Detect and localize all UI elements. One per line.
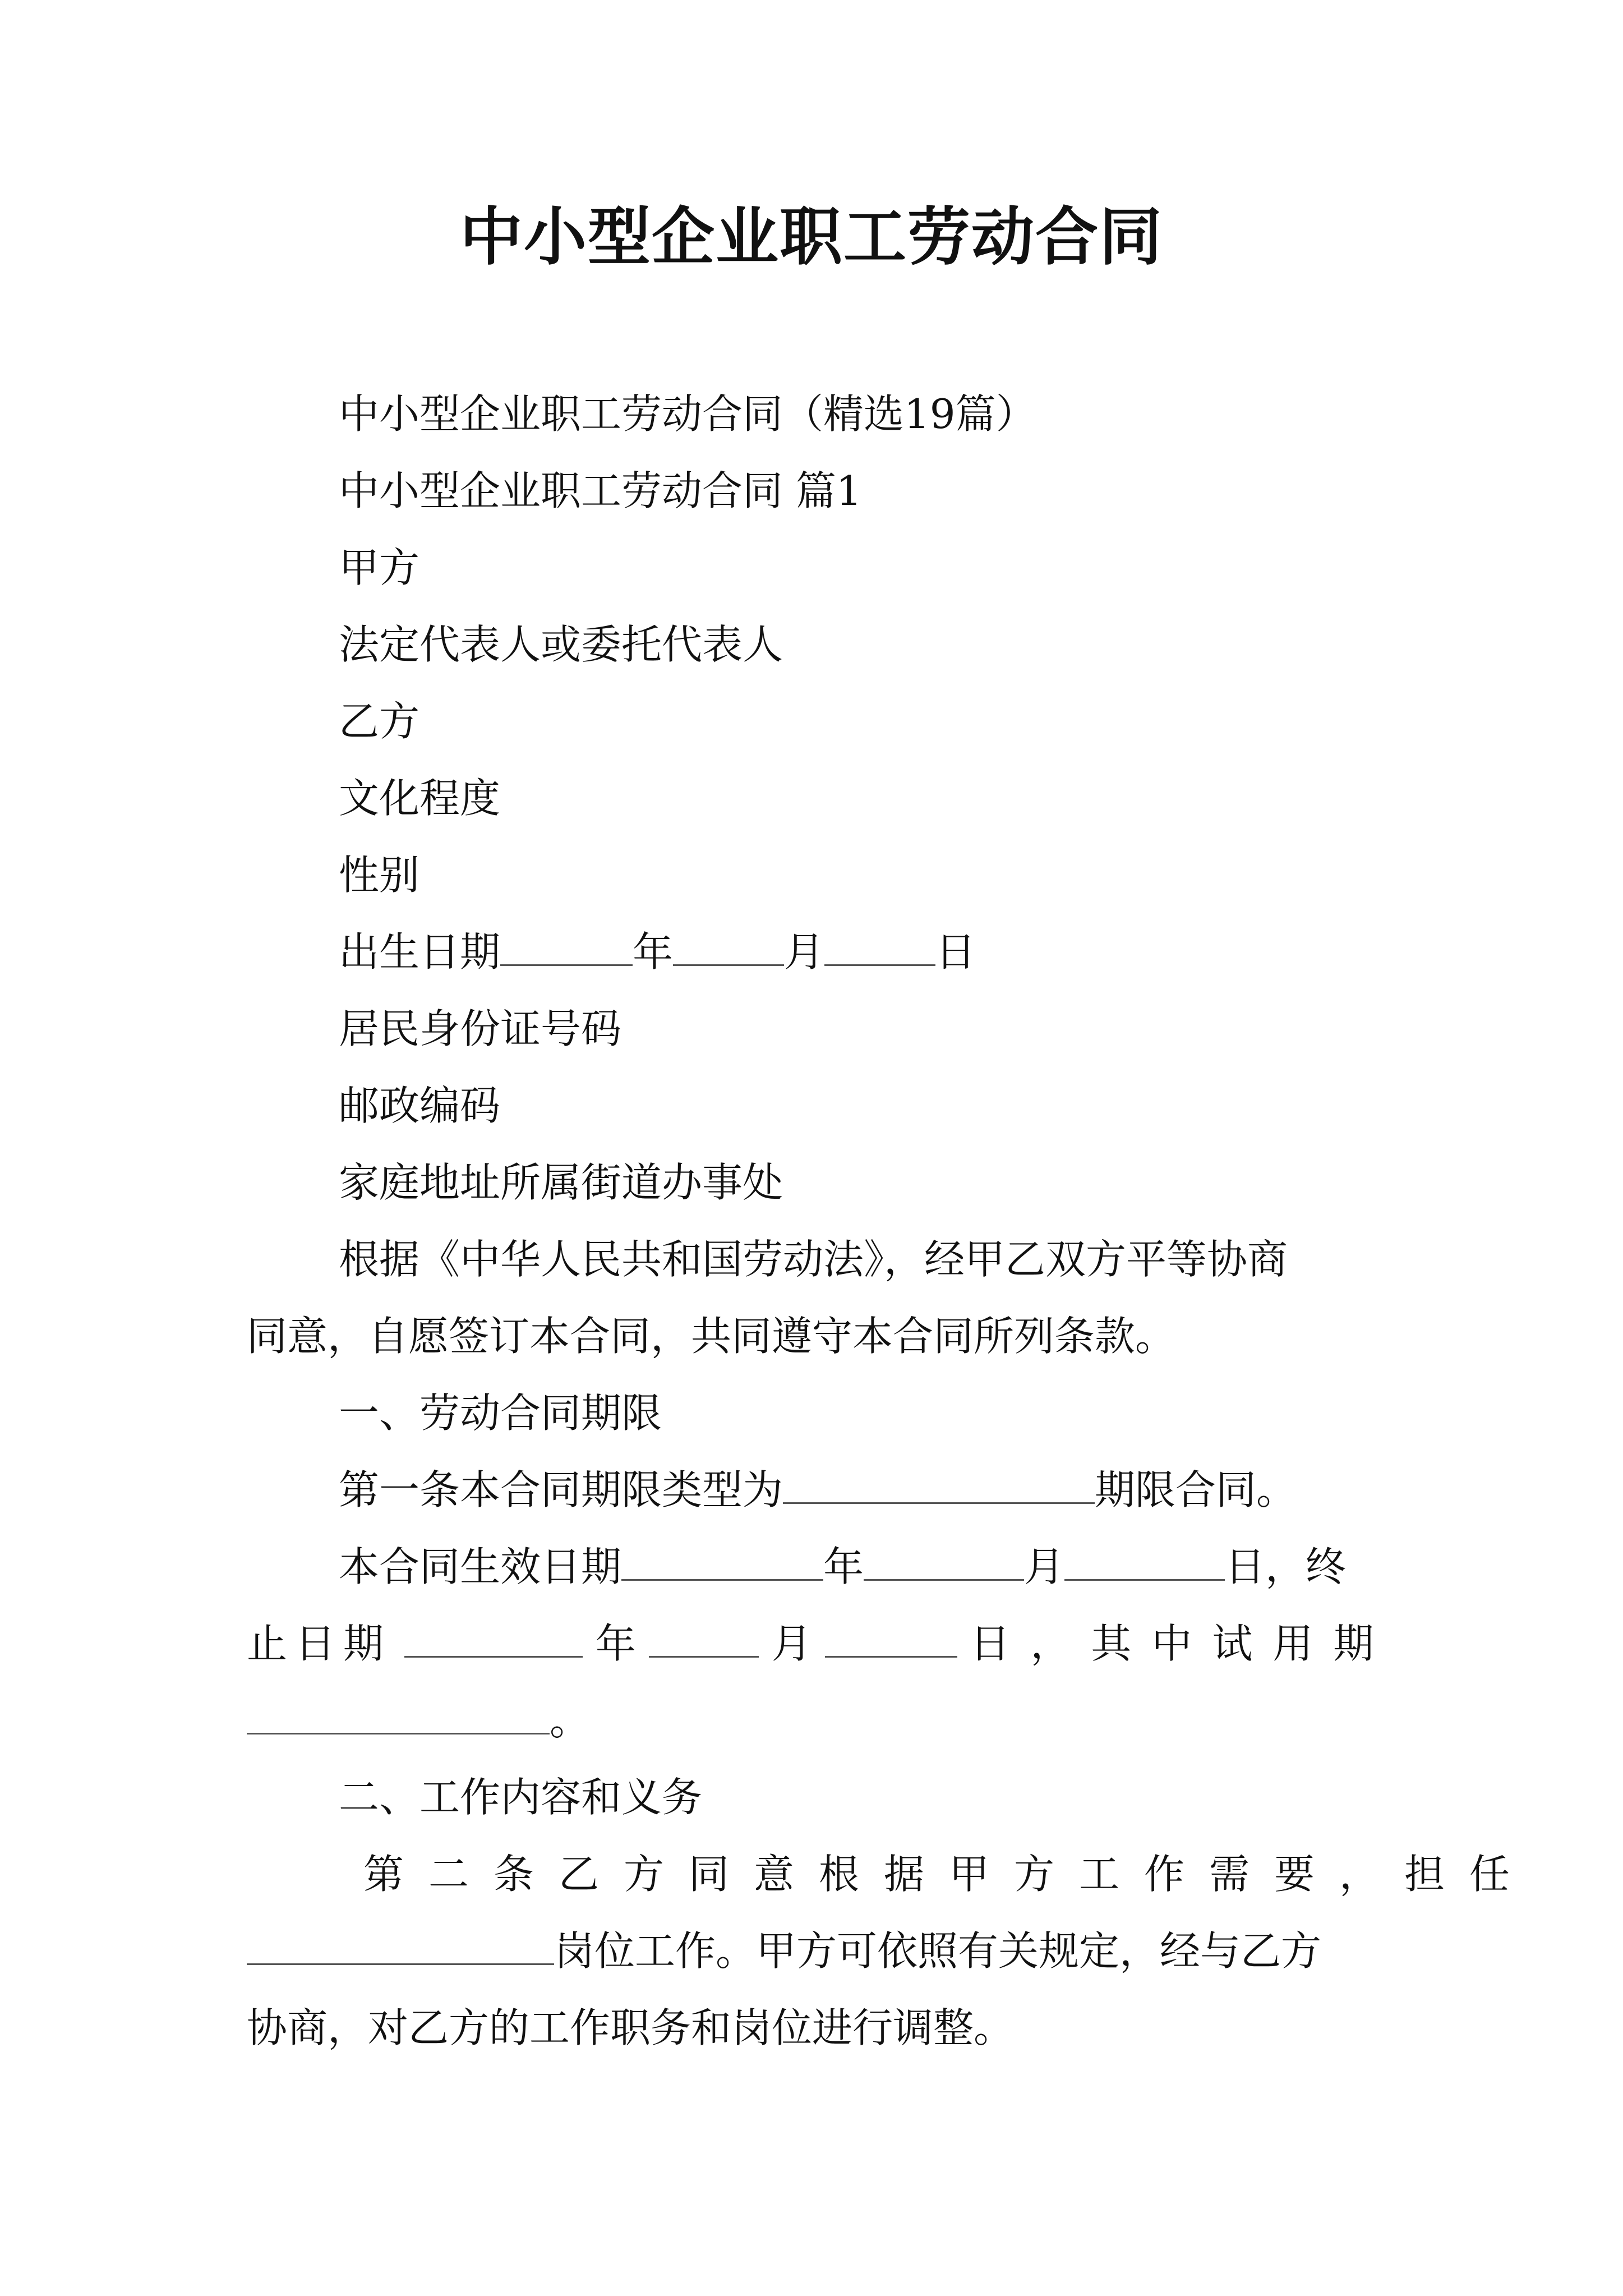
birth-date-line bbox=[339, 924, 976, 980]
position-blank bbox=[247, 1926, 554, 1965]
termination-day-and-probation-label: 日，其中试用期 bbox=[970, 1620, 1394, 1667]
effective-year-label: 年 bbox=[823, 1543, 864, 1590]
gender-label: 性别 bbox=[339, 852, 420, 899]
article-2-line-3: 协商，对乙方的工作职务和岗位进行调整。 bbox=[247, 2004, 1015, 2051]
termination-year-blank bbox=[404, 1619, 583, 1658]
birth-month-blank bbox=[673, 927, 784, 966]
legal-representative-label: 法定代表人或委托代表人 bbox=[339, 621, 783, 668]
birth-date-label: 出生日期 bbox=[339, 928, 501, 976]
effective-day-label: 日，终 bbox=[1225, 1543, 1347, 1590]
month-label: 月 bbox=[784, 928, 825, 976]
document-title: 中小型企业职工劳动合同 bbox=[460, 200, 1163, 274]
article-2-line-1: 第二条乙方同意根据甲方工作需要，担任 bbox=[363, 1851, 1535, 1898]
birth-year-blank bbox=[500, 927, 633, 966]
contract-type-blank bbox=[783, 1465, 1095, 1504]
education-label: 文化程度 bbox=[339, 775, 501, 822]
id-number-label: 居民身份证号码 bbox=[339, 1005, 622, 1052]
effective-day-blank bbox=[1064, 1542, 1225, 1581]
termination-month-label: 月 bbox=[771, 1620, 812, 1667]
effective-year-blank bbox=[621, 1542, 823, 1581]
article-1-text: 第一条本合同期限类型为 bbox=[339, 1466, 783, 1513]
preamble-line-1: 根据《中华人民共和国劳动法》，经甲乙双方平等协商 bbox=[339, 1236, 1288, 1283]
party-a-label: 甲方 bbox=[339, 544, 420, 591]
document-subtitle: 中小型企业职工劳动合同（精选19篇） bbox=[339, 390, 1036, 438]
day-label: 日 bbox=[935, 928, 976, 976]
probation-period-blank bbox=[247, 1696, 550, 1734]
article-2-line-2 bbox=[247, 1923, 1321, 1979]
effective-date-label: 本合同生效日期 bbox=[339, 1543, 622, 1590]
probation-line bbox=[247, 1692, 590, 1749]
probation-period-end: 。 bbox=[550, 1697, 591, 1744]
article-1-line bbox=[339, 1462, 1297, 1518]
termination-year-label: 年 bbox=[595, 1620, 636, 1667]
termination-day-blank bbox=[825, 1619, 957, 1658]
effective-date-line bbox=[339, 1539, 1346, 1595]
section-heading-1: 中小型企业职工劳动合同 篇1 bbox=[339, 467, 862, 514]
year-label: 年 bbox=[633, 928, 674, 976]
article-1-suffix: 期限合同。 bbox=[1095, 1466, 1297, 1513]
birth-day-blank bbox=[824, 927, 935, 966]
party-b-label: 乙方 bbox=[339, 698, 420, 745]
preamble-line-2: 同意，自愿签订本合同，共同遵守本合同所列条款。 bbox=[247, 1313, 1176, 1360]
article-2-line-2-text: 岗位工作。甲方可依照有关规定，经与乙方 bbox=[554, 1927, 1322, 1975]
termination-date-line bbox=[247, 1616, 1394, 1672]
effective-month-blank bbox=[864, 1542, 1024, 1581]
section-heading-contract-term: 一、劳动合同期限 bbox=[339, 1389, 662, 1437]
address-label: 家庭地址所属街道办事处 bbox=[339, 1159, 783, 1206]
effective-month-label: 月 bbox=[1024, 1543, 1065, 1590]
termination-month-blank bbox=[649, 1619, 759, 1658]
termination-date-label: 止日期 bbox=[247, 1620, 392, 1667]
section-heading-work-content: 二、工作内容和义务 bbox=[339, 1774, 703, 1821]
postal-code-label: 邮政编码 bbox=[339, 1082, 501, 1129]
